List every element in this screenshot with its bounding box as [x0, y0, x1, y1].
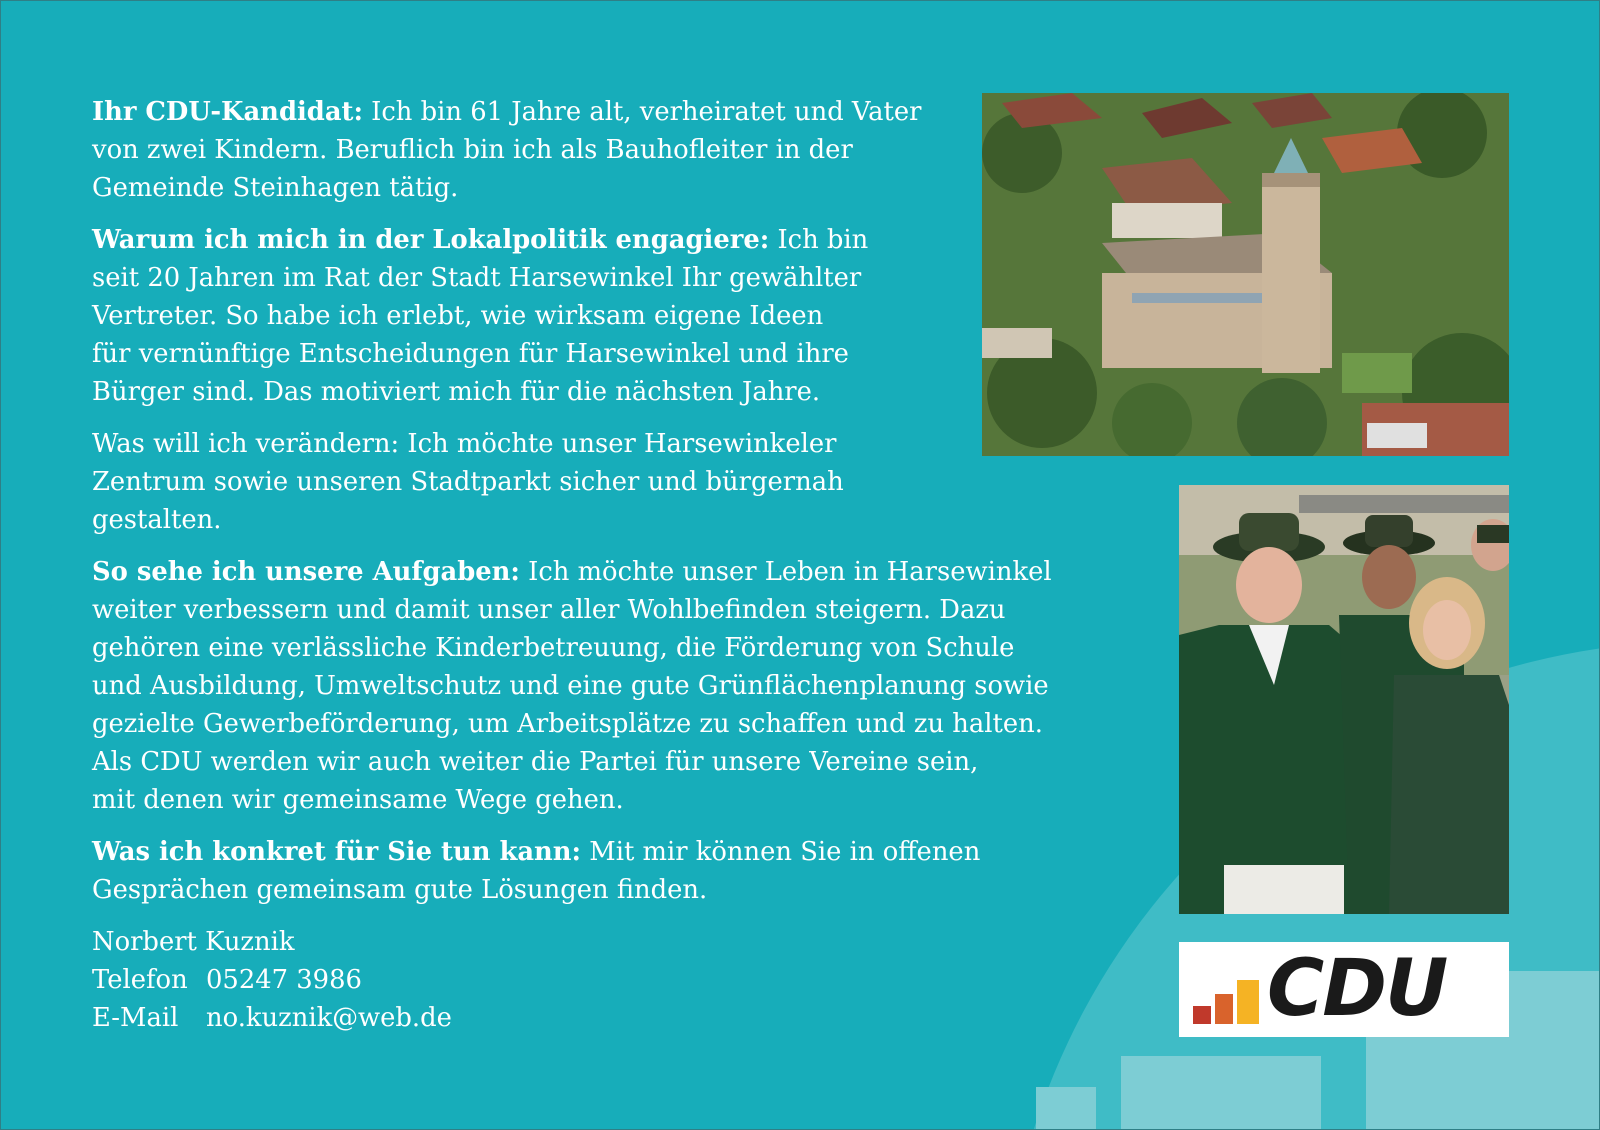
email-row: [92, 999, 1102, 1037]
aerial-church-photo: [982, 93, 1509, 456]
paragraph-line: weiter verbessern und damit unser aller Wohlbefinden steigern. Dazu: [92, 595, 1006, 625]
paragraph-line: gestalten.: [92, 505, 222, 535]
phone-row: [92, 961, 1102, 999]
logo-text: CDU: [1267, 944, 1447, 1034]
cdu-logo: [1179, 942, 1509, 1037]
text-column: [92, 93, 1102, 1037]
paragraph-line: von zwei Kindern. Beruflich bin ich als Bauhofleiter in der: [92, 135, 853, 165]
paragraph-lead: So sehe ich unsere Aufgaben:: [92, 557, 520, 587]
paragraph-line: mit denen wir gemeinsame Wege gehen.: [92, 785, 624, 815]
paragraph-line: [92, 425, 1102, 463]
email-label: E-Mail: [92, 1003, 179, 1033]
paragraph-3: [92, 425, 1102, 539]
paragraph-line: Gemeinde Steinhagen tätig.: [92, 173, 459, 203]
paragraph-4: [92, 553, 1102, 819]
paragraph-1: [92, 93, 1102, 207]
decorative-stripe-1: [1036, 1087, 1096, 1130]
contact-name: Norbert Kuznik: [92, 927, 295, 957]
paragraph-line: gezielte Gewerbeförderung, um Arbeitsplätze zu schaffen und zu halten.: [92, 709, 1043, 739]
paragraph-line: Bürger sind. Das motiviert mich für die nächsten Jahre.: [92, 377, 821, 407]
paragraph-body: Was will ich verändern: Ich möchte unser Harsewinkeler: [92, 429, 837, 459]
paragraph-line: [92, 553, 1102, 591]
paragraph-lead: Ihr CDU-Kandidat:: [92, 97, 363, 127]
paragraph-line: Gesprächen gemeinsam gute Lösungen finden.: [92, 875, 708, 905]
phone-number[interactable]: 05247 3986: [206, 965, 362, 995]
paragraph-lead: Was ich konkret für Sie tun kann:: [92, 837, 582, 867]
logo-bars-icon: [1193, 976, 1265, 1024]
paragraph-body: Ich möchte unser Leben in Harsewinkel: [519, 557, 1052, 587]
paragraph-line: seit 20 Jahren im Rat der Stadt Harsewinkel Ihr gewählter: [92, 263, 862, 293]
paragraph-5: [92, 833, 1102, 909]
paragraph-line: und Ausbildung, Umweltschutz und eine gute Grünflächenplanung sowie: [92, 671, 1049, 701]
contact-block: [92, 923, 1102, 1037]
paragraph-2: [92, 221, 1102, 411]
paragraph-lead: Warum ich mich in der Lokalpolitik engagiere:: [92, 225, 770, 255]
paragraph-body: Mit mir können Sie in offenen: [581, 837, 981, 867]
decorative-stripe-2: [1121, 1056, 1321, 1130]
group-photo: [1179, 485, 1509, 914]
paragraph-line: Vertreter. So habe ich erlebt, wie wirksam eigene Ideen: [92, 301, 824, 331]
paragraph-body: Ich bin: [769, 225, 869, 255]
paragraph-line: Als CDU werden wir auch weiter die Partei für unsere Vereine sein,: [92, 747, 979, 777]
paragraph-line: für vernünftige Entscheidungen für Harsewinkel und ihre: [92, 339, 849, 369]
paragraph-line: gehören eine verlässliche Kinderbetreuung, die Förderung von Schule: [92, 633, 1015, 663]
paragraph-line: [92, 221, 1102, 259]
paragraph-line: [92, 833, 1102, 871]
paragraph-body: Ich bin 61 Jahre alt, verheiratet und Vater: [362, 97, 922, 127]
paragraph-line: [92, 93, 1102, 131]
paragraph-line: Zentrum sowie unseren Stadtparkt sicher und bürgernah: [92, 467, 844, 497]
email-address[interactable]: no.kuznik@web.de: [206, 1003, 452, 1033]
phone-label: Telefon: [92, 965, 188, 995]
